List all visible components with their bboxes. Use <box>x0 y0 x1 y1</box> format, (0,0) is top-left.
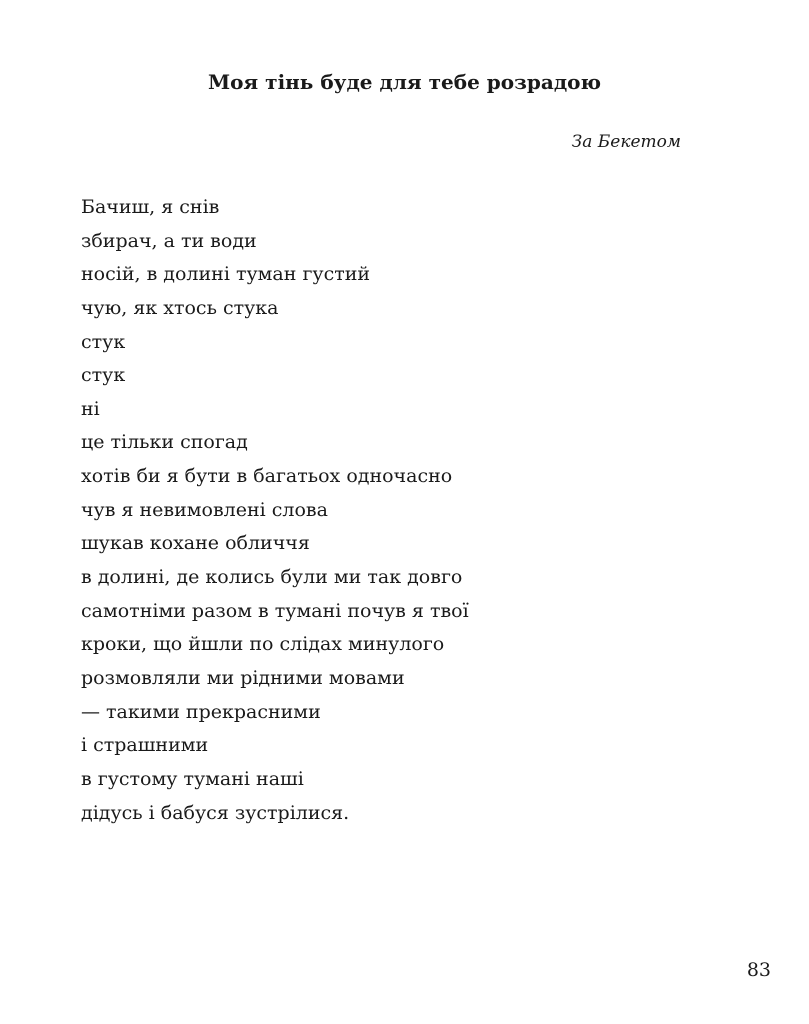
poem-line: чую, як хтось стука <box>81 296 279 319</box>
poem-line: самотніми разом в тумані почув я твої <box>81 599 469 622</box>
poem-attribution: За Бекетом <box>571 132 681 152</box>
poem-line: в долині, де колись були ми так довго <box>81 566 463 589</box>
poem-line: — такими прекрасними <box>81 700 321 723</box>
poem-title: Моя тінь буде для тебе розрадою <box>207 70 602 94</box>
poem-body <box>81 191 469 830</box>
poem-line: носій, в долині туман густий <box>81 263 371 286</box>
poem-line: дідусь і бабуся зустрілися. <box>81 801 350 824</box>
poem-line: збирач, а ти води <box>81 229 257 252</box>
page-number: 83 <box>746 959 771 981</box>
poem-line: стук <box>81 330 126 353</box>
poem-line: в густому тумані наші <box>81 767 304 790</box>
poem-line: розмовляли ми рідними мовами <box>81 666 405 689</box>
poem-line: чув я невимовлені слова <box>81 498 328 521</box>
poem-line: кроки, що йшли по слідах минулого <box>81 633 445 656</box>
poem-line: ні <box>81 397 100 420</box>
poem-line: хотів би я бути в багатьох одночасно <box>81 465 453 488</box>
poem-line: Бачиш, я снів <box>81 196 220 218</box>
poem-line: шукав кохане обличчя <box>81 532 310 555</box>
poem-line: це тільки спогад <box>81 431 248 454</box>
poem-line: стук <box>81 364 126 387</box>
poem-line: і страшними <box>81 734 209 757</box>
